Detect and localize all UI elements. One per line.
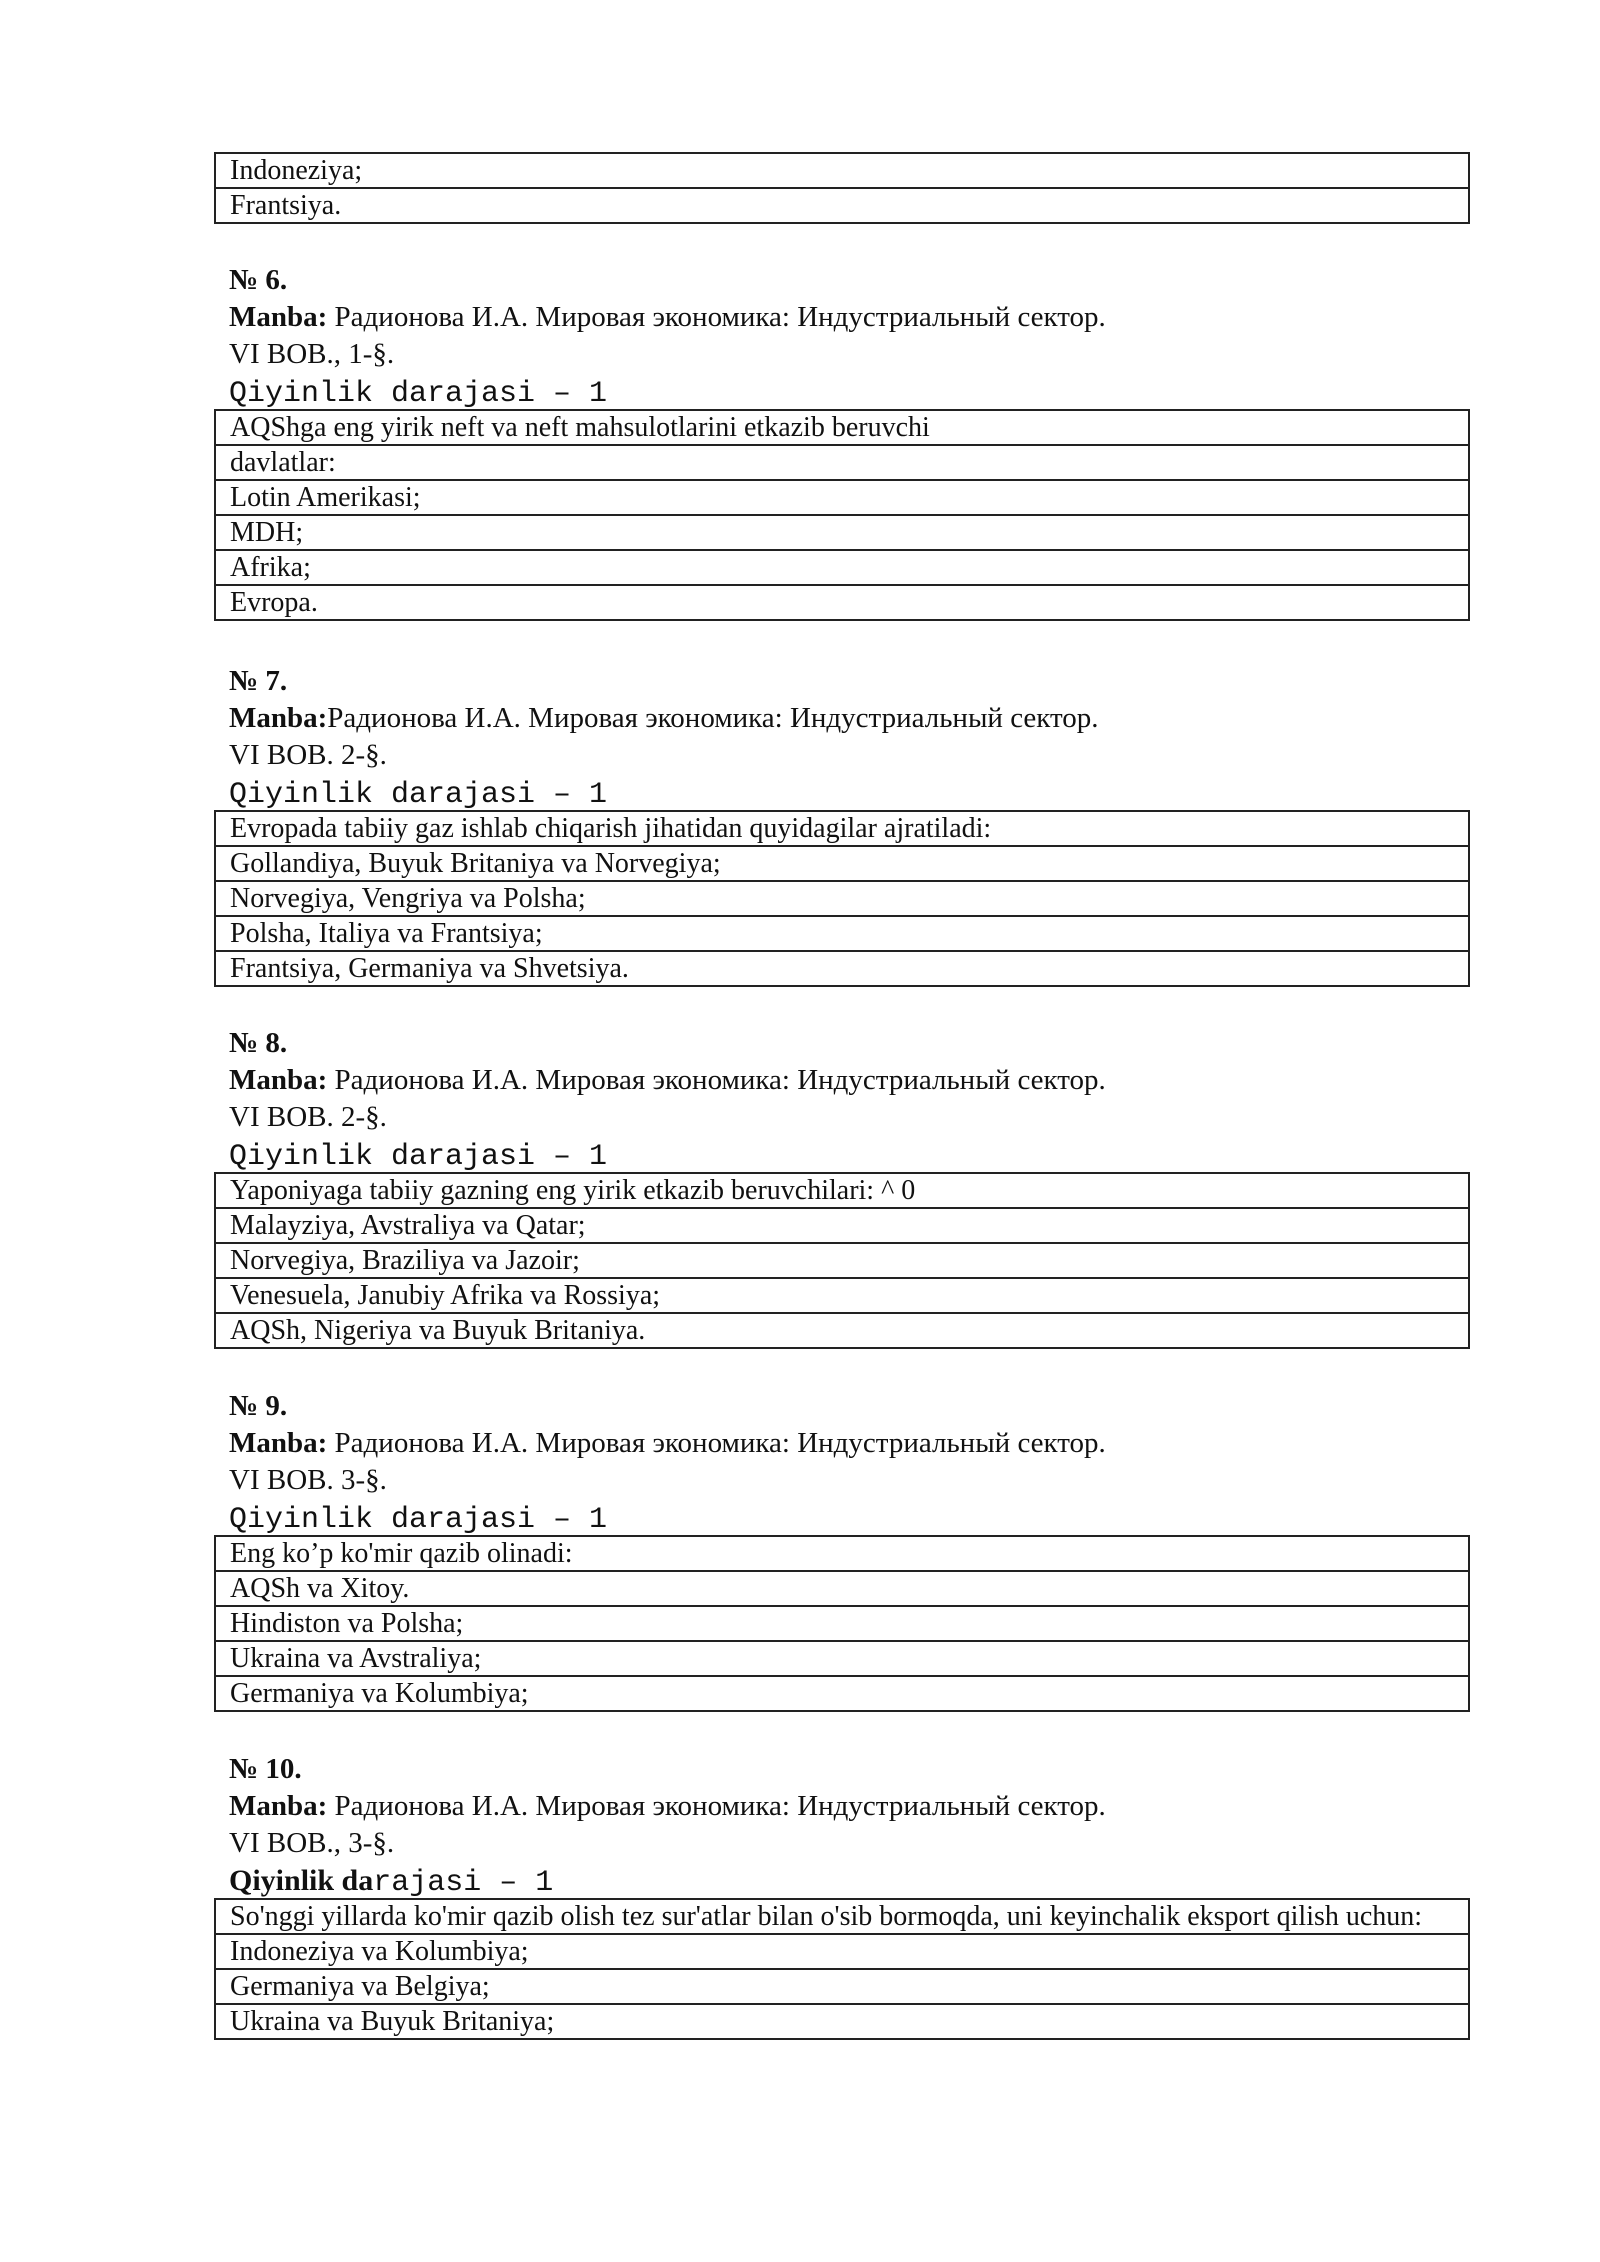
question-number: № 7.	[229, 665, 288, 697]
question-source	[229, 1425, 1479, 1462]
question-difficulty: Qiyinlik darajasi – 1	[229, 778, 608, 812]
source-label: Manba:	[229, 1064, 328, 1096]
source-text: Радионова И.А. Мировая экономика: Индустриальный сектор.	[327, 702, 1099, 734]
question-number: № 8.	[229, 1027, 288, 1059]
table-row: Norvegiya, Vengriya va Polsha;	[216, 880, 1468, 915]
table-row: Ukraina va Avstraliya;	[216, 1640, 1468, 1675]
question-number: № 10.	[229, 1753, 302, 1785]
question-section: VI BOB., 3-§.	[229, 1827, 395, 1859]
question-source	[229, 1788, 1479, 1825]
source-label: Manba:	[229, 702, 328, 734]
answer-table-7	[214, 810, 1470, 987]
table-row: Indoneziya;	[230, 155, 363, 186]
source-text: Радионова И.А. Мировая экономика: Индустриальный сектор.	[327, 1064, 1106, 1096]
source-label: Manba:	[229, 1427, 328, 1459]
question-7-header	[229, 663, 1479, 814]
question-difficulty: Qiyinlik darajasi – 1	[229, 1864, 554, 1900]
question-source	[229, 1062, 1479, 1099]
question-number: № 6.	[229, 264, 288, 296]
question-8-header	[229, 1025, 1479, 1176]
table-row: Indoneziya va Kolumbiya;	[216, 1933, 1468, 1968]
table-row: Lotin Amerikasi;	[216, 479, 1468, 514]
question-10-header	[229, 1751, 1479, 1902]
source-label: Manba:	[229, 1790, 328, 1822]
table-row: Evropada tabiiy gaz ishlab chiqarish jihatidan quyidagilar ajratiladi:	[230, 813, 992, 844]
answer-table-9	[214, 1535, 1470, 1712]
table-row: Malayziya, Avstraliya va Qatar;	[216, 1207, 1468, 1242]
source-text: Радионова И.А. Мировая экономика: Индустриальный сектор.	[327, 1790, 1106, 1822]
source-label: Manba:	[229, 301, 328, 333]
table-row: AQShga eng yirik neft va neft mahsulotlarini etkazib beruvchi	[230, 412, 930, 443]
table-row: Polsha, Italiya va Frantsiya;	[216, 915, 1468, 950]
source-text: Радионова И.А. Мировая экономика: Индустриальный сектор.	[327, 301, 1106, 333]
table-row: davlatlar:	[216, 444, 1468, 479]
source-text: Радионова И.А. Мировая экономика: Индустриальный сектор.	[327, 1427, 1106, 1459]
table-row: Yaponiyaga tabiiy gazning eng yirik etkazib beruvchilari: ^ 0	[230, 1175, 916, 1206]
question-source	[229, 700, 1479, 737]
table-row: Evropa.	[216, 584, 1468, 619]
table-row: Gollandiya, Buyuk Britaniya va Norvegiya;	[216, 845, 1468, 880]
table-row: Ukraina va Buyuk Britaniya;	[216, 2003, 1468, 2038]
table-row: So'nggi yillarda ko'mir qazib olish tez sur'atlar bilan o'sib bormoqda, uni keyinchalik eksport qilish uchun:	[230, 1901, 1423, 1932]
question-difficulty: Qiyinlik darajasi – 1	[229, 1503, 608, 1537]
question-difficulty: Qiyinlik darajasi – 1	[229, 377, 608, 411]
question-9-header	[229, 1388, 1479, 1539]
question-source	[229, 299, 1479, 336]
table-row: Germaniya va Kolumbiya;	[216, 1675, 1468, 1710]
table-row: Frantsiya, Germaniya va Shvetsiya.	[216, 950, 1468, 985]
question-section: VI BOB. 2-§.	[229, 739, 387, 771]
question-number: № 9.	[229, 1390, 288, 1422]
answer-table-10	[214, 1898, 1470, 2040]
table-row: Norvegiya, Braziliya va Jazoir;	[216, 1242, 1468, 1277]
question-difficulty: Qiyinlik darajasi – 1	[229, 1140, 608, 1174]
question-6-header	[229, 262, 1479, 413]
table-row: AQSh, Nigeriya va Buyuk Britaniya.	[216, 1312, 1468, 1347]
answer-table-8	[214, 1172, 1470, 1349]
answer-table-top	[214, 152, 1470, 224]
table-row: Venesuela, Janubiy Afrika va Rossiya;	[216, 1277, 1468, 1312]
table-row: Eng ko’p ko'mir qazib olinadi:	[230, 1538, 573, 1569]
question-section: VI BOB. 2-§.	[229, 1101, 387, 1133]
question-section: VI BOB. 3-§.	[229, 1464, 387, 1496]
table-row: Afrika;	[216, 549, 1468, 584]
table-row: MDH;	[216, 514, 1468, 549]
question-section: VI BOB., 1-§.	[229, 338, 395, 370]
table-row: AQSh va Xitoy.	[216, 1570, 1468, 1605]
answer-table-6	[214, 409, 1470, 621]
table-row: Germaniya va Belgiya;	[216, 1968, 1468, 2003]
table-row: Frantsiya.	[216, 187, 1468, 222]
table-row: Hindiston va Polsha;	[216, 1605, 1468, 1640]
